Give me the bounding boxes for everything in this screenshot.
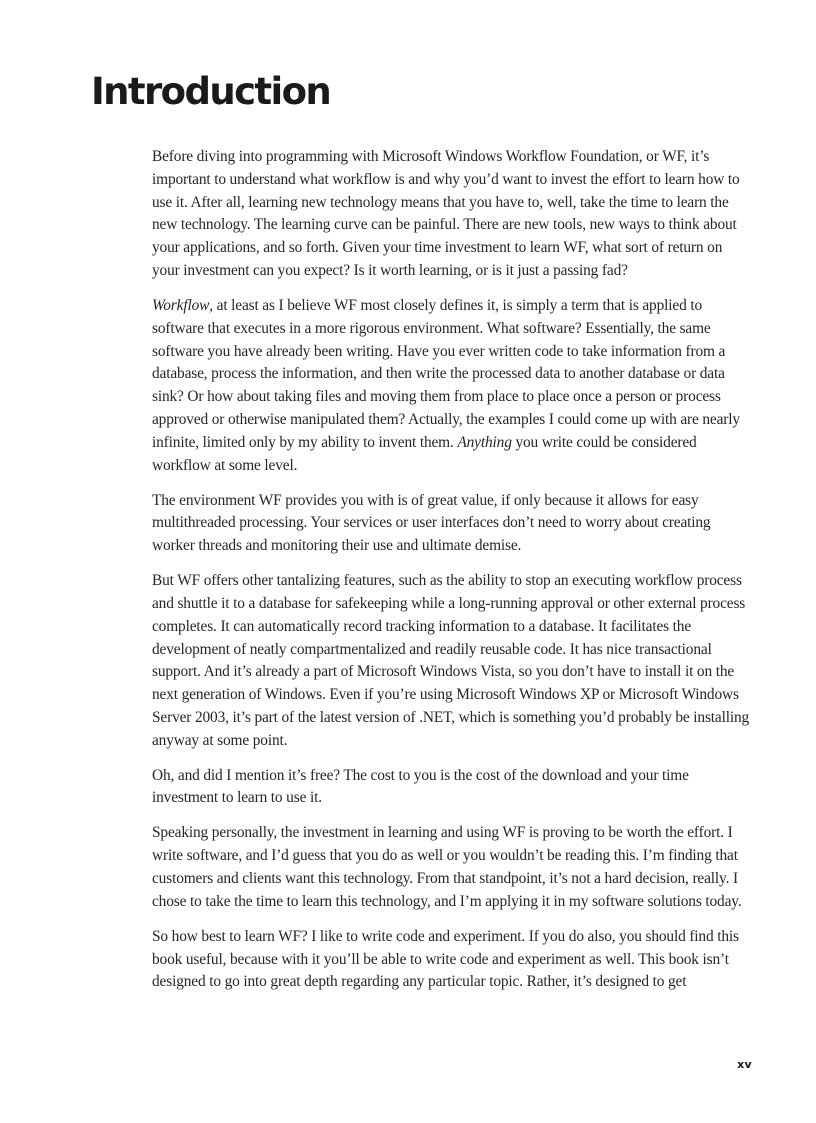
paragraph-4: But WF offers other tantalizing features, such as the ability to stop an executing workflow process and shuttle it to a database for safekeeping while a long-running approval or other external process completes. It can automatically record tracking information to a database. It facilitates the development of neatly compartmentalized and readily reusable code. It has nice transactional support. And it’s already a part of Microsoft Windows Vista, so you don’t have to install it on the next generation of Windows. Even if you’re using Microsoft Windows XP or Microsoft Windows Server 2003, it’s part of the latest version of .NET, which is something you’d probably be installing anyway at some point.: [152, 572, 750, 749]
paragraph-2-text-b: you write could be considered workflow at some level.: [152, 433, 697, 474]
italic-term-anything: Anything: [457, 433, 512, 451]
paragraph-1: Before diving into programming with Microsoft Windows Workflow Foundation, or WF, it’s important to understand what workflow is and why you’d want to invest the effort to learn how to use it. After all, learning new technology means that you have to, well, take the time to learn the new technology. The learning curve can be painful. There are new tools, new ways to think about your applications, and so forth. Given your time investment to learn WF, what sort of return on your investment can you expect? Is it worth learning, or is it just a passing fad?: [152, 148, 740, 279]
italic-term-workflow: Workflow: [152, 296, 210, 314]
paragraph-7: So how best to learn WF? I like to write code and experiment. If you do also, you should find this book useful, because with it you’ll be able to write code and experiment as well. This book isn’t designed to go into great depth regarding any particular topic. Rather, it’s designed to get: [152, 927, 739, 991]
paragraph-2: [152, 295, 752, 477]
paragraph-6: Speaking personally, the investment in learning and using WF is proving to be worth the effort. I write software, and I’d guess that you do as well or you wouldn’t be reading this. I’m finding that customers and clients want this technology. From that standpoint, it’s not a hard decision, really. I chose to take the time to learn this technology, and I’m applying it in my software solutions today.: [152, 824, 742, 910]
body-text: [152, 146, 752, 1006]
page-title: Introduction: [91, 70, 331, 113]
paragraph-3: The environment WF provides you with is of great value, if only because it allows for easy multithreaded processing. Your services or user interfaces don’t need to worry about creating worker threads and monitoring their use and ultimate demise.: [152, 491, 711, 555]
page-number: xv: [737, 1058, 752, 1071]
paragraph-2-text-a: , at least as I believe WF most closely defines it, is simply a term that is applied to software that executes in a more rigorous environment. What software? Essentially, the same software you have already been writing. Have you ever written code to take information from a database, process the information, and then write the processed data to another database or data sink? Or how about taking files and moving them from place to place once a person or process approved or otherwise manipulated them? Actually, the examples I could come up with are nearly infinite, limited only by my ability to invent them.: [152, 296, 740, 451]
paragraph-5: Oh, and did I mention it’s free? The cost to you is the cost of the download and your time investment to learn to use it.: [152, 766, 689, 807]
